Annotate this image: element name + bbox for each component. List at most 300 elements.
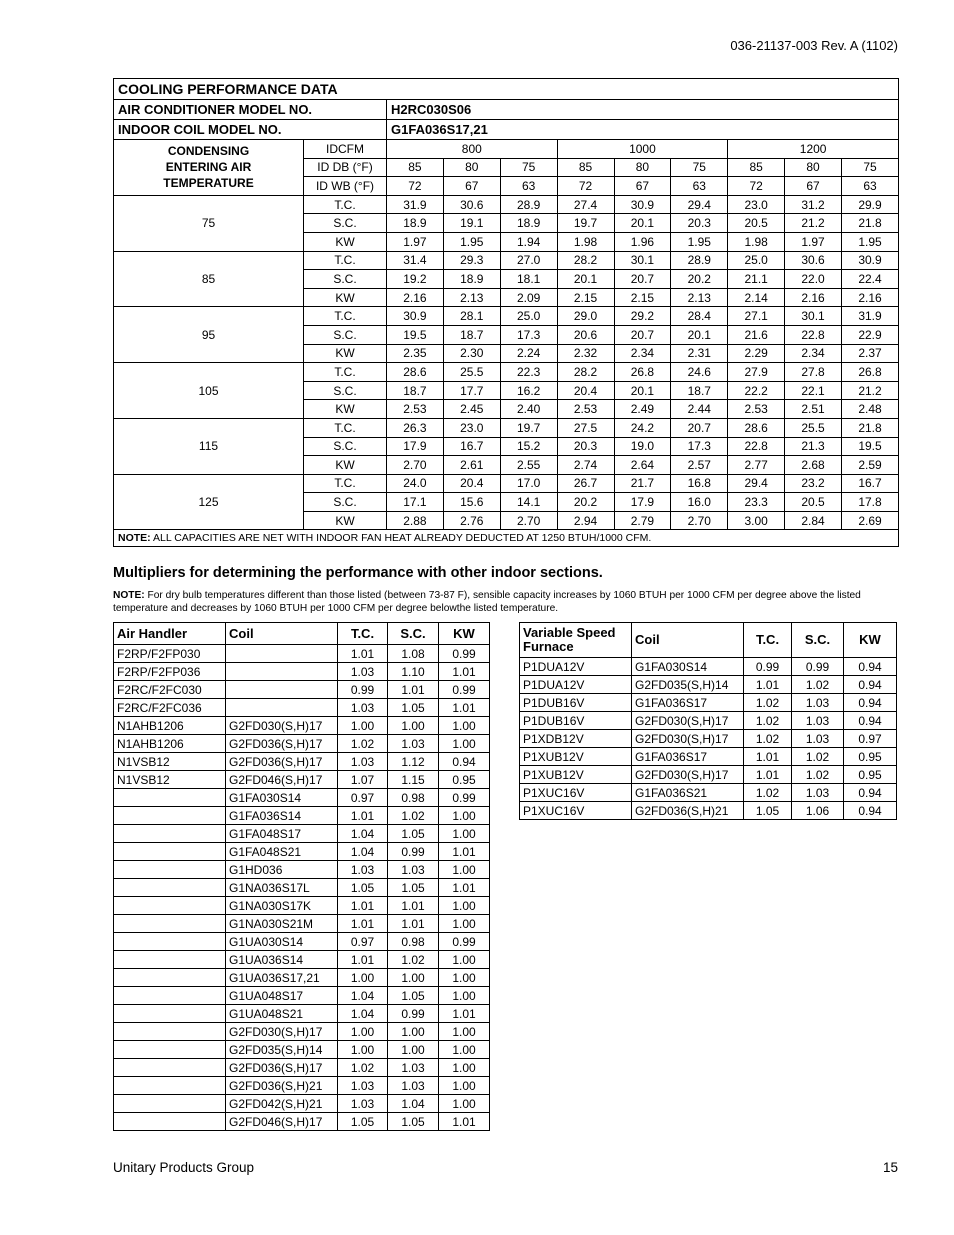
multiplier-value: 0.99 [439,789,490,807]
metric-label: T.C. [304,363,387,382]
coil-model: G1NA036S17L [226,879,338,897]
data-cell: 20.5 [785,493,842,512]
data-cell: 18.9 [443,270,500,289]
cfm-header: 1200 [728,140,899,159]
furnace-table [519,622,897,820]
unit-model [114,843,226,861]
unit-model: F2RP/F2FP036 [114,663,226,681]
coil-model: G2FD030(S,H)17 [226,1023,338,1041]
data-cell: 26.8 [842,363,899,382]
table-row [114,307,899,326]
document-number: 036-21137-003 Rev. A (1102) [730,38,898,53]
multiplier-value: 0.99 [388,1005,439,1023]
unit-model: P1XUC16V [520,802,632,820]
multiplier-value: 0.95 [844,748,897,766]
table-row [114,825,490,843]
data-cell: 2.51 [785,400,842,419]
table-row [114,663,490,681]
multiplier-value: 1.01 [338,951,388,969]
multiplier-value: 1.05 [388,879,439,897]
table-row [114,843,490,861]
sc-header: S.C. [792,623,844,658]
multiplier-value: 0.98 [388,933,439,951]
table-row [114,987,490,1005]
multiplier-value: 1.02 [388,807,439,825]
multiplier-value: 1.03 [338,1095,388,1113]
multiplier-value: 1.00 [439,825,490,843]
data-cell: 20.2 [557,493,614,512]
tc-header: T.C. [338,623,388,645]
data-cell: 2.49 [614,400,671,419]
data-cell: 16.0 [671,493,728,512]
table-row [114,735,490,753]
data-cell: 18.7 [387,381,444,400]
multiplier-value: 1.05 [388,825,439,843]
data-cell: 24.6 [671,363,728,382]
data-cell: 27.4 [557,195,614,214]
data-cell: 2.53 [387,400,444,419]
unit-model: N1AHB1206 [114,735,226,753]
multiplier-value: 1.00 [439,807,490,825]
multiplier-value: 1.04 [388,1095,439,1113]
data-cell: 28.2 [557,363,614,382]
data-cell: 2.16 [785,288,842,307]
data-cell: 20.6 [557,325,614,344]
data-cell: 2.69 [842,511,899,530]
multiplier-value: 1.00 [439,969,490,987]
cfm-header: 800 [387,140,558,159]
page-number: 15 [882,1160,898,1175]
multiplier-value: 0.94 [844,658,897,676]
metric-label: T.C. [304,474,387,493]
unit-model: P1XUC16V [520,784,632,802]
note-text: ALL CAPACITIES ARE NET WITH INDOOR FAN HEAT ALREADY DEDUCTED AT 1250 BTUH/1000 CFM. [150,532,652,545]
data-cell: 27.5 [557,418,614,437]
wb-value: 72 [557,177,614,196]
data-cell: 2.53 [557,400,614,419]
data-cell: 29.4 [671,195,728,214]
data-cell: 23.0 [443,418,500,437]
unit-model [114,1059,226,1077]
data-cell: 2.76 [443,511,500,530]
data-cell: 28.2 [557,251,614,270]
data-cell: 29.2 [614,307,671,326]
multiplier-value: 1.03 [792,712,844,730]
table-row [114,1059,490,1077]
data-cell: 17.1 [387,493,444,512]
data-cell: 1.98 [557,232,614,251]
table-row [520,802,897,820]
table-row [114,897,490,915]
data-cell: 21.2 [785,214,842,233]
multiplier-value: 1.04 [338,843,388,861]
multiplier-value: 1.04 [338,987,388,1005]
condensing-temp: 125 [114,474,304,530]
data-cell: 22.0 [785,270,842,289]
table-row [114,251,899,270]
multiplier-value: 0.94 [844,784,897,802]
coil-model: G2FD030(S,H)17 [226,717,338,735]
condensing-temp: 85 [114,251,304,307]
wb-value: 67 [785,177,842,196]
table-row [114,1077,490,1095]
data-cell: 2.74 [557,456,614,475]
coil-model: G1UA036S14 [226,951,338,969]
metric-label: T.C. [304,195,387,214]
multiplier-value: 0.94 [844,694,897,712]
data-cell: 18.9 [387,214,444,233]
multiplier-value: 1.05 [338,879,388,897]
table-row [114,879,490,897]
metric-label: S.C. [304,214,387,233]
cond-label-line: TEMPERATURE [163,176,254,191]
coil-model: G2FD030(S,H)17 [632,766,744,784]
data-cell: 28.6 [728,418,785,437]
idcfm-label: IDCFM [304,140,387,159]
multiplier-value: 1.03 [388,1059,439,1077]
data-cell: 23.3 [728,493,785,512]
table-row [520,658,897,676]
data-cell: 21.8 [842,418,899,437]
data-cell: 2.55 [500,456,557,475]
table-row [114,717,490,735]
multiplier-value: 1.00 [439,861,490,879]
wb-value: 72 [728,177,785,196]
unit-model [114,1023,226,1041]
coil-model: G2FD030(S,H)17 [632,712,744,730]
multiplier-value: 1.00 [439,735,490,753]
wb-value: 63 [842,177,899,196]
unit-model [114,915,226,933]
data-cell: 30.9 [614,195,671,214]
data-cell: 2.48 [842,400,899,419]
multiplier-value: 1.01 [338,807,388,825]
data-cell: 19.5 [842,437,899,456]
data-cell: 16.2 [500,381,557,400]
coil-model: G2FD036(S,H)17 [226,1059,338,1077]
multiplier-value: 1.02 [744,730,792,748]
unit-model [114,825,226,843]
data-cell: 1.95 [671,232,728,251]
db-value: 85 [387,158,444,177]
multiplier-value: 0.99 [338,681,388,699]
db-value: 80 [614,158,671,177]
note-text: For dry bulb temperatures different than those listed (between 73-87 F), sensible capacity increases by 1060 BTUH per 1000 CFM per degree above the listed temperature and decreases by 1060 BTUH per 1000 CFM per degree belowthe listed temperature. [113,590,861,614]
table-row [114,969,490,987]
metric-label: T.C. [304,251,387,270]
data-cell: 2.30 [443,344,500,363]
data-cell: 22.4 [842,270,899,289]
ac-model-value: H2RC030S06 [387,100,899,120]
ac-model-label: AIR CONDITIONER MODEL NO. [114,100,387,120]
data-cell: 22.1 [785,381,842,400]
data-cell: 2.79 [614,511,671,530]
coil-model: G2FD046(S,H)17 [226,1113,338,1131]
table-row [114,771,490,789]
multiplier-value: 0.95 [844,766,897,784]
multiplier-value: 1.01 [439,1113,490,1131]
multiplier-value: 1.03 [338,663,388,681]
multiplier-value: 0.97 [844,730,897,748]
cond-label-line: ENTERING AIR [165,160,252,175]
data-cell: 21.2 [842,381,899,400]
coil-model: G1UA048S17 [226,987,338,1005]
metric-label: S.C. [304,270,387,289]
multiplier-value: 1.02 [792,748,844,766]
db-value: 85 [557,158,614,177]
coil-model: G2FD030(S,H)17 [632,730,744,748]
multiplier-value: 0.95 [439,771,490,789]
metric-label: KW [304,511,387,530]
data-cell: 2.24 [500,344,557,363]
coil-model: G1UA048S21 [226,1005,338,1023]
data-cell: 31.9 [842,307,899,326]
table-row [114,753,490,771]
multiplier-value: 1.00 [439,717,490,735]
multiplier-value: 0.99 [439,933,490,951]
data-cell: 16.7 [842,474,899,493]
coil-model [226,645,338,663]
db-value: 75 [500,158,557,177]
data-cell: 20.4 [443,474,500,493]
data-cell: 2.61 [443,456,500,475]
data-cell: 2.16 [387,288,444,307]
data-cell: 2.34 [614,344,671,363]
multiplier-value: 0.97 [338,933,388,951]
note-row [114,530,899,547]
data-cell: 2.59 [842,456,899,475]
data-cell: 20.7 [614,270,671,289]
unit-model: P1DUA12V [520,658,632,676]
unit-model [114,1041,226,1059]
data-cell: 20.1 [614,381,671,400]
data-cell: 1.98 [728,232,785,251]
condensing-temp: 95 [114,307,304,363]
data-cell: 21.3 [785,437,842,456]
multiplier-value: 1.07 [338,771,388,789]
table-row [114,363,899,382]
wb-value: 67 [614,177,671,196]
data-cell: 16.8 [671,474,728,493]
condensing-temp: 75 [114,195,304,251]
table-row [114,1113,490,1131]
data-cell: 30.6 [785,251,842,270]
data-cell: 18.7 [671,381,728,400]
unit-model [114,789,226,807]
unit-model: P1DUB16V [520,694,632,712]
table-row [114,474,899,493]
table-row [520,766,897,784]
multiplier-value: 1.02 [792,676,844,694]
wb-value: 63 [671,177,728,196]
coil-model: G1HD036 [226,861,338,879]
data-cell: 2.16 [842,288,899,307]
data-cell: 1.95 [842,232,899,251]
data-cell: 31.2 [785,195,842,214]
metric-label: KW [304,344,387,363]
table-row [520,784,897,802]
data-cell: 1.97 [785,232,842,251]
multiplier-value: 1.00 [439,1077,490,1095]
data-cell: 2.35 [387,344,444,363]
kw-header: KW [844,623,897,658]
coil-model: G2FD036(S,H)17 [226,753,338,771]
multiplier-value: 0.99 [388,843,439,861]
data-cell: 21.6 [728,325,785,344]
multiplier-value: 0.99 [744,658,792,676]
data-cell: 2.70 [671,511,728,530]
data-cell: 28.4 [671,307,728,326]
unit-model: P1XUB12V [520,766,632,784]
condensing-temp: 105 [114,363,304,419]
footer-company: Unitary Products Group [113,1160,255,1175]
multiplier-value: 1.01 [744,676,792,694]
data-cell: 29.0 [557,307,614,326]
table-row [520,712,897,730]
data-cell: 25.5 [443,363,500,382]
multiplier-value: 1.15 [388,771,439,789]
condensing-temp: 115 [114,418,304,474]
data-cell: 19.2 [387,270,444,289]
multiplier-value: 1.00 [439,1095,490,1113]
multiplier-value: 1.01 [744,748,792,766]
unit-model [114,1095,226,1113]
data-cell: 20.7 [614,325,671,344]
data-cell: 2.44 [671,400,728,419]
cond-label-line: CONDENSING [167,144,250,159]
multiplier-value: 1.00 [439,987,490,1005]
unit-model: N1AHB1206 [114,717,226,735]
metric-label: KW [304,456,387,475]
multiplier-value: 1.05 [744,802,792,820]
furnace-header: Variable Speed Furnace [520,623,632,658]
data-cell: 18.9 [500,214,557,233]
data-cell: 30.1 [785,307,842,326]
table-row [114,789,490,807]
multiplier-value: 1.02 [792,766,844,784]
data-cell: 17.9 [387,437,444,456]
multiplier-value: 1.05 [388,1113,439,1131]
condensing-temp-label [114,140,304,196]
unit-model: P1DUB16V [520,712,632,730]
wb-value: 63 [500,177,557,196]
data-cell: 2.84 [785,511,842,530]
wb-value: 72 [387,177,444,196]
data-cell: 28.6 [387,363,444,382]
table-row [114,1005,490,1023]
data-cell: 30.6 [443,195,500,214]
data-cell: 1.94 [500,232,557,251]
multiplier-value: 1.02 [388,951,439,969]
multiplier-value: 0.99 [792,658,844,676]
data-cell: 19.0 [614,437,671,456]
multiplier-value: 0.94 [844,712,897,730]
coil-model: G1FA036S21 [632,784,744,802]
data-cell: 2.34 [785,344,842,363]
multiplier-value: 0.99 [439,645,490,663]
multiplier-value: 1.03 [792,730,844,748]
tc-header: T.C. [744,623,792,658]
data-cell: 18.7 [443,325,500,344]
multipliers-heading: Multipliers for determining the performance with other indoor sections. [113,565,603,581]
table-row [520,676,897,694]
data-cell: 2.88 [387,511,444,530]
multiplier-value: 1.01 [338,897,388,915]
unit-model [114,1113,226,1131]
multiplier-value: 1.03 [338,861,388,879]
data-cell: 17.3 [500,325,557,344]
metric-label: S.C. [304,381,387,400]
multiplier-value: 1.03 [792,784,844,802]
data-cell: 2.15 [614,288,671,307]
coil-model: G1FA048S21 [226,843,338,861]
table-row [114,195,899,214]
table-row [114,699,490,717]
data-cell: 26.3 [387,418,444,437]
data-cell: 23.0 [728,195,785,214]
data-cell: 2.70 [387,456,444,475]
table-row [114,951,490,969]
multiplier-value: 0.97 [338,789,388,807]
unit-model [114,807,226,825]
data-cell: 2.70 [500,511,557,530]
coil-model: G2FD036(S,H)17 [226,735,338,753]
multiplier-value: 1.03 [388,861,439,879]
data-cell: 20.1 [614,214,671,233]
coil-model: G2FD036(S,H)21 [226,1077,338,1095]
multiplier-value: 1.05 [388,987,439,1005]
data-cell: 20.5 [728,214,785,233]
unit-model: P1XUB12V [520,748,632,766]
unit-model: F2RP/F2FP030 [114,645,226,663]
multiplier-value: 1.01 [338,645,388,663]
cooling-note [114,530,899,547]
data-cell: 25.5 [785,418,842,437]
data-cell: 29.4 [728,474,785,493]
coil-model [226,699,338,717]
coil-model: G1FA036S17 [632,748,744,766]
multiplier-value: 1.00 [439,897,490,915]
air-handler-header: Air Handler [114,623,226,645]
multiplier-value: 1.01 [439,879,490,897]
coil-model: G1UA030S14 [226,933,338,951]
unit-model [114,1077,226,1095]
idwb-label: ID WB (°F) [304,177,387,196]
multiplier-value: 1.01 [439,663,490,681]
data-cell: 19.1 [443,214,500,233]
unit-model: F2RC/F2FC036 [114,699,226,717]
data-cell: 2.94 [557,511,614,530]
multiplier-value: 1.00 [439,951,490,969]
multiplier-value: 1.00 [338,717,388,735]
data-cell: 15.6 [443,493,500,512]
metric-label: KW [304,288,387,307]
cooling-title: COOLING PERFORMANCE DATA [114,79,899,100]
coil-header: Coil [632,623,744,658]
table-row [114,1095,490,1113]
coil-model: G1FA036S14 [226,807,338,825]
db-value: 75 [842,158,899,177]
data-cell: 21.7 [614,474,671,493]
multiplier-value: 1.00 [388,1023,439,1041]
unit-model [114,897,226,915]
multiplier-value: 1.10 [388,663,439,681]
table-row [520,748,897,766]
cfm-header: 1000 [557,140,728,159]
coil-model-label: INDOOR COIL MODEL NO. [114,120,387,140]
multiplier-value: 1.00 [338,1041,388,1059]
data-cell: 27.1 [728,307,785,326]
